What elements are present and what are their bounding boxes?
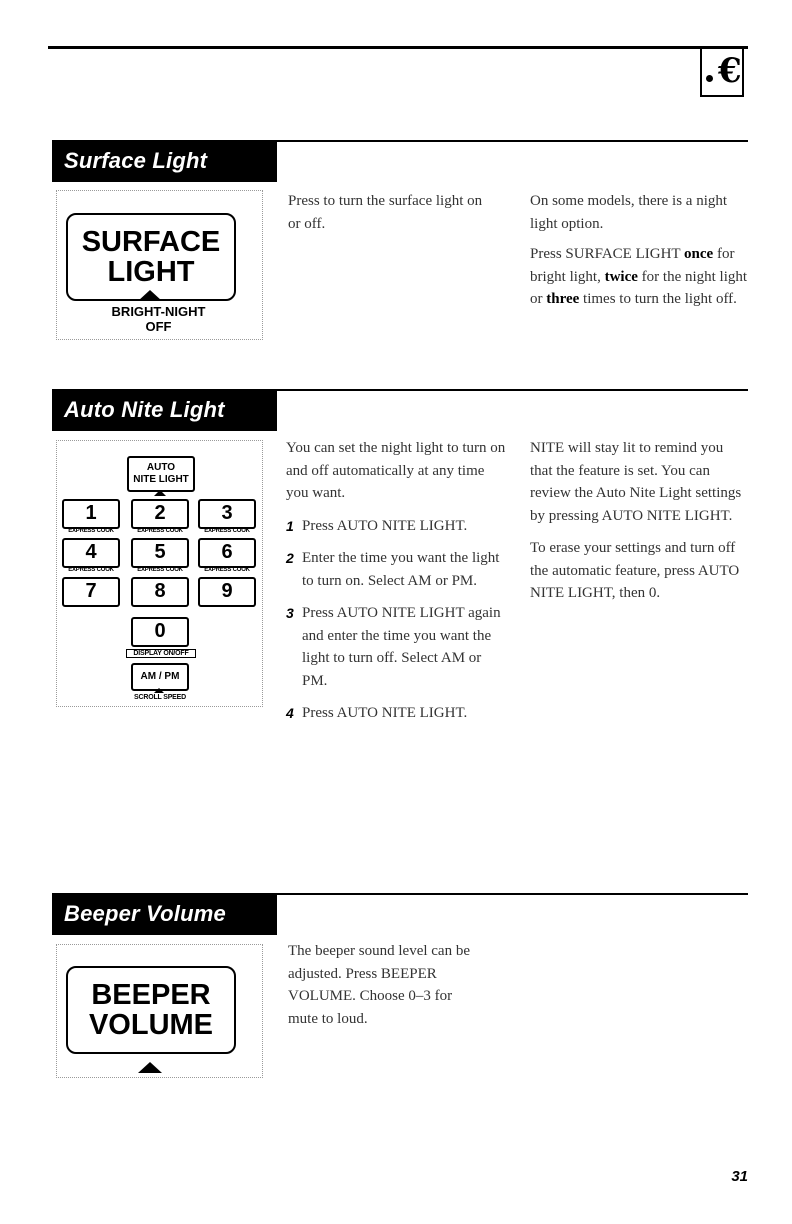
auto-nite-text-col1 xyxy=(286,437,506,735)
key-caption-off: OFF xyxy=(145,319,172,334)
paragraph: NITE will stay lit to remind you that the feature is set. You can review the Auto Nite Light settings by pressing AUTO NITE LIGHT. xyxy=(530,440,742,524)
paragraph: Press to turn the surface light on or off. xyxy=(288,193,483,232)
top-rule xyxy=(48,46,748,49)
intro-paragraph: You can set the night light to turn on and off automatically at any time you want. xyxy=(286,440,506,501)
express-cook-caption: EXPRESS COOK xyxy=(204,567,250,573)
express-cook-caption: EXPRESS COOK xyxy=(137,567,183,573)
section-title: Auto Nite Light xyxy=(64,397,225,422)
indicator-triangle-icon xyxy=(154,490,166,496)
header-logo xyxy=(700,49,744,97)
bullet-dot xyxy=(706,75,713,82)
express-cook-caption: EXPRESS COOK xyxy=(68,567,114,573)
indicator-triangle-icon xyxy=(154,688,164,693)
express-cook-caption: EXPRESS COOK xyxy=(137,528,183,534)
step: 2 Enter the time you want the light to turn on. Select AM or PM. xyxy=(286,550,500,589)
key-7: 7 xyxy=(62,577,120,607)
key-8: 8 xyxy=(131,577,189,607)
key-2: 2 xyxy=(131,499,189,529)
surface-light-text-col2 xyxy=(530,190,750,319)
key-label-line2: VOLUME xyxy=(88,1009,214,1041)
express-cook-caption: EXPRESS COOK xyxy=(68,528,114,534)
section-header-surface-light xyxy=(52,140,277,182)
section-header-beeper-volume xyxy=(52,893,277,935)
section-title: Beeper Volume xyxy=(64,901,226,926)
key-0: 0 xyxy=(131,617,189,647)
step: 1 Press AUTO NITE LIGHT. xyxy=(286,517,468,534)
step: 3 Press AUTO NITE LIGHT again and enter the time you want the light to turn off. Select AM or PM. xyxy=(286,605,501,689)
beeper-volume-key xyxy=(66,966,236,1054)
section-title: Surface Light xyxy=(64,148,208,173)
key-label-line1: BEEPER xyxy=(91,979,211,1011)
key-label-line1: SURFACE xyxy=(81,226,221,258)
paragraph: The beeper sound level can be adjusted. Press BEEPER VOLUME. Choose 0–3 for mute to loud. xyxy=(288,943,470,1027)
step: 4 Press AUTO NITE LIGHT. xyxy=(286,705,468,721)
page-number: 31 xyxy=(731,1168,748,1185)
section-header-auto-nite-light xyxy=(52,389,277,431)
key-9: 9 xyxy=(198,577,256,607)
key-5: 5 xyxy=(131,538,189,568)
indicator-triangle-icon xyxy=(138,1062,162,1073)
paragraph: To erase your settings and turn off the automatic feature, press AUTO NITE LIGHT, then 0. xyxy=(530,540,740,601)
key-label-line2: LIGHT xyxy=(107,256,195,288)
express-cook-caption: EXPRESS COOK xyxy=(204,528,250,534)
surface-light-text-col1 xyxy=(288,190,488,243)
scroll-speed-caption: SCROLL SPEED xyxy=(134,694,186,701)
key-3: 3 xyxy=(198,499,256,529)
surface-light-key xyxy=(66,213,236,301)
key-6: 6 xyxy=(198,538,256,568)
key-4: 4 xyxy=(62,538,120,568)
auto-nite-text-col2 xyxy=(530,437,748,613)
am-pm-key: AM / PM xyxy=(131,663,189,691)
display-on-off-caption: DISPLAY ON/OFF xyxy=(126,649,196,658)
paragraph: On some models, there is a night light option. xyxy=(530,193,728,232)
paragraph: Press SURFACE LIGHT once for bright light, twice for the night light or three times to turn the light off. xyxy=(530,246,748,307)
key-1: 1 xyxy=(62,499,120,529)
logo-glyph: € xyxy=(718,51,742,91)
beeper-volume-text xyxy=(288,940,478,1038)
key-caption-bright-night: BRIGHT-NIGHT xyxy=(111,304,206,319)
auto-nite-light-key: AUTO NITE LIGHT xyxy=(127,456,195,492)
indicator-triangle-icon xyxy=(138,290,162,301)
